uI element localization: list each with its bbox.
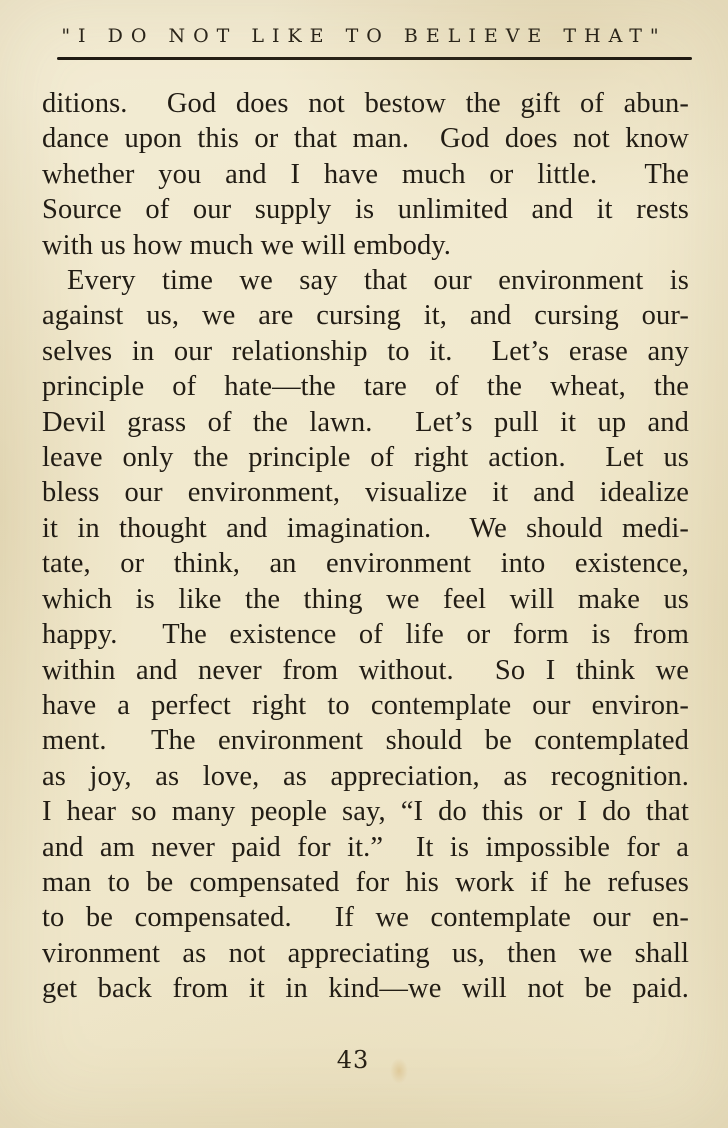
text-line: as joy, as love, as appreciation, as recognition.	[42, 760, 689, 792]
text-line: dance upon this or that man. God does not know	[42, 123, 689, 155]
text-line: with us how much we will embody.	[42, 229, 452, 261]
text-line: vironment as not appreciating us, then we shall	[42, 937, 689, 969]
text-line: Source of our supply is unlimited and it rests	[42, 194, 689, 226]
text-line: man to be compensated for his work if he refuses	[42, 866, 689, 898]
text-line: principle of hate—the tare of the wheat, the	[42, 371, 689, 403]
text-line: it in thought and imagination. We should medi-	[42, 512, 689, 544]
text-line: leave only the principle of right action. Let us	[42, 442, 689, 474]
text-line: whether you and I have much or little. The	[42, 158, 689, 190]
text-line: selves in our relationship to it. Let’s erase any	[42, 335, 689, 367]
text-line: ment. The environment should be contemplated	[42, 725, 689, 757]
header-rule	[57, 57, 692, 60]
text-line: within and never from without. So I think we	[42, 654, 689, 686]
text-line: Devil grass of the lawn. Let’s pull it up and	[42, 406, 689, 438]
text-line: Every time we say that our environment is	[67, 265, 689, 297]
text-line: bless our environment, visualize it and idealize	[42, 477, 689, 509]
page-number: 43	[336, 1046, 370, 1074]
text-line: have a perfect right to contemplate our environ-	[42, 689, 689, 721]
running-head-title: "I DO NOT LIKE TO BELIEVE THAT"	[61, 25, 667, 47]
text-line: happy. The existence of life or form is from	[42, 619, 689, 651]
text-line: to be compensated. If we contemplate our en-	[42, 902, 689, 934]
text-line: which is like the thing we feel will make us	[42, 583, 689, 615]
text-line: against us, we are cursing it, and cursing our-	[42, 300, 689, 332]
text-line: and am never paid for it.” It is impossible for a	[42, 831, 689, 863]
text-line: get back from it in kind—we will not be paid.	[42, 973, 689, 1005]
text-line: I hear so many people say, “I do this or I do that	[42, 796, 689, 828]
text-line: ditions. God does not bestow the gift of abun-	[42, 88, 689, 119]
page-body-text	[42, 86, 689, 1007]
text-line: tate, or think, an environment into existence,	[42, 548, 689, 580]
